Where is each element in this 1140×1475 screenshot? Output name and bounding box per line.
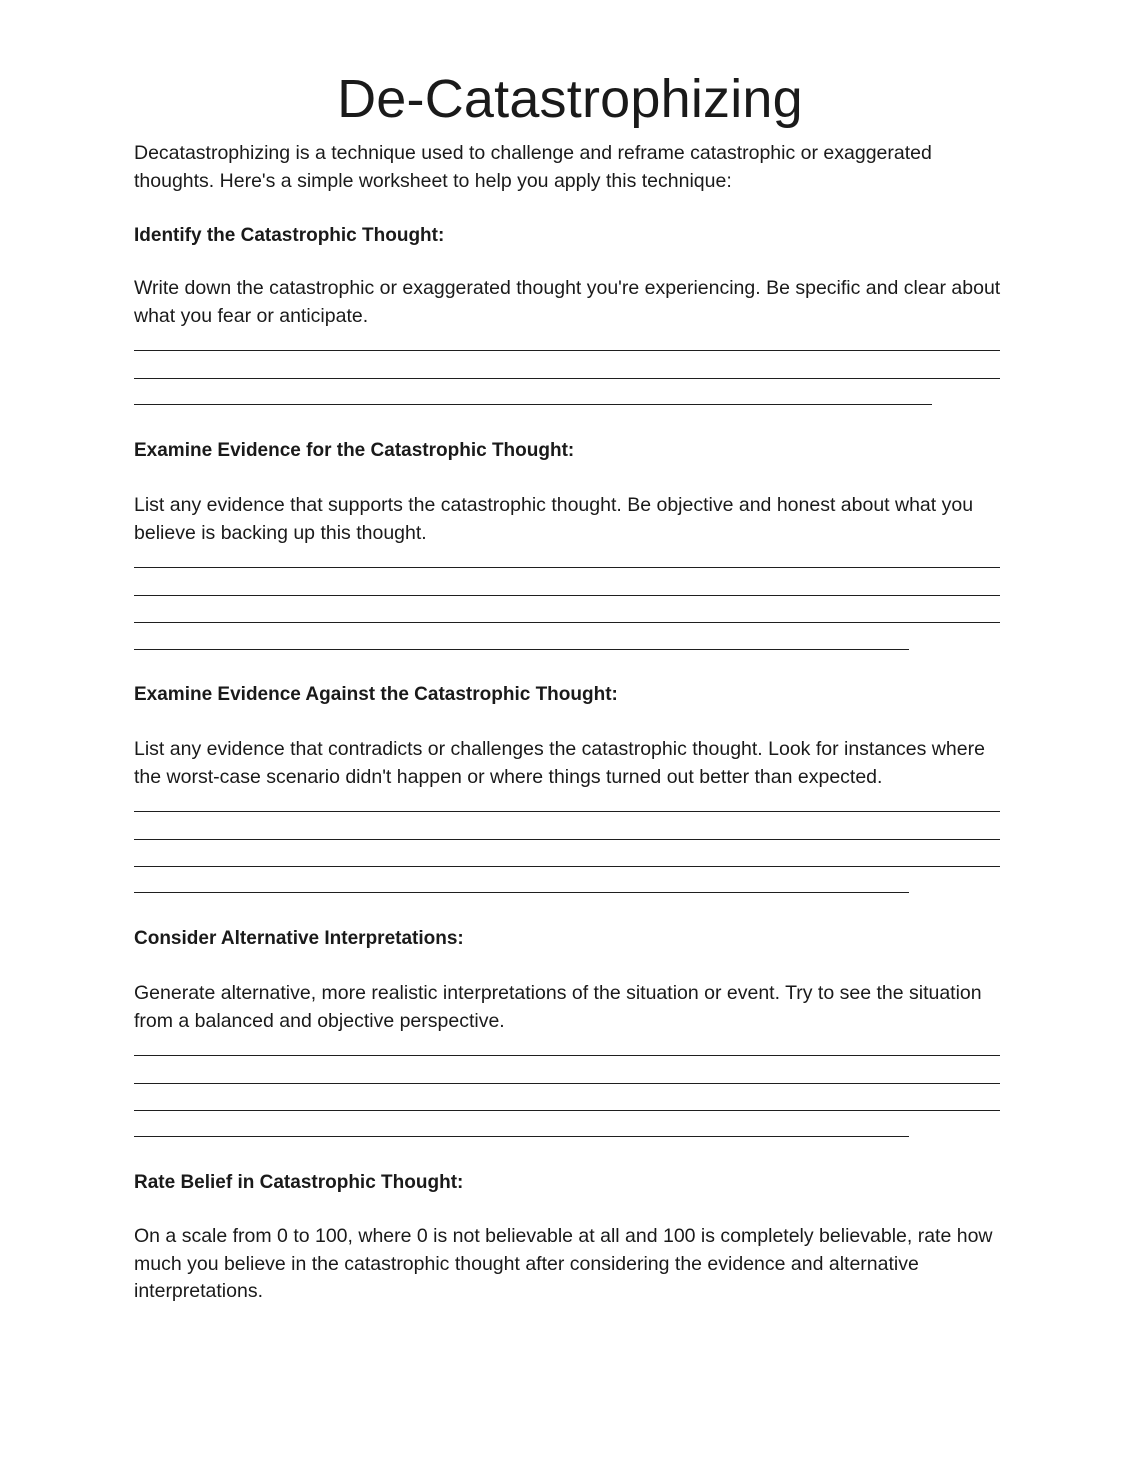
intro-paragraph: Decatastrophizing is a technique used to challenge and reframe catastrophic or exaggerated thoughts. Here's a simple worksheet to help you apply this technique: [134,142,932,192]
answer-line[interactable] [134,404,932,405]
answer-line[interactable] [134,1136,909,1137]
section-heading-identify-thought: Identify the Catastrophic Thought: [134,225,445,246]
section-description-alternative-interpretations: Generate alternative, more realistic interpretations of the situation or event. Try to see the situation from a balanced and objective perspective. [134,982,982,1032]
section-heading-rate-belief: Rate Belief in Catastrophic Thought: [134,1172,464,1193]
answer-line[interactable] [134,866,1000,867]
answer-line[interactable] [134,649,909,650]
section-description-evidence-for: List any evidence that supports the catastrophic thought. Be objective and honest about what you believe is backing up this thought. [134,494,974,544]
section-heading-alternative-interpretations: Consider Alternative Interpretations: [134,928,464,949]
answer-line[interactable] [134,378,1000,379]
section-description-rate-belief: On a scale from 0 to 100, where 0 is not believable at all and 100 is completely believable, rate how much you believe in the catastrophic thought after considering the evidence and alternative interpretations. [134,1225,993,1302]
page-title: De-Catastrophizing [337,69,803,129]
section-heading-evidence-for: Examine Evidence for the Catastrophic Thought: [134,440,575,461]
answer-line[interactable] [134,839,1000,840]
answer-line[interactable] [134,811,1000,812]
answer-line[interactable] [134,595,1000,596]
answer-line[interactable] [134,567,1000,568]
answer-line[interactable] [134,1083,1000,1084]
section-description-evidence-against: List any evidence that contradicts or challenges the catastrophic thought. Look for instances where the worst-case scenario didn't happen or where things turned out better than expected. [134,738,985,788]
section-description-identify-thought: Write down the catastrophic or exaggerated thought you're experiencing. Be specific and clear about what you fear or anticipate. [134,277,1001,327]
answer-line[interactable] [134,622,1000,623]
section-heading-evidence-against: Examine Evidence Against the Catastrophic Thought: [134,684,618,705]
answer-line[interactable] [134,1110,1000,1111]
answer-line[interactable] [134,1055,1000,1056]
answer-line[interactable] [134,892,909,893]
answer-line[interactable] [134,350,1000,351]
